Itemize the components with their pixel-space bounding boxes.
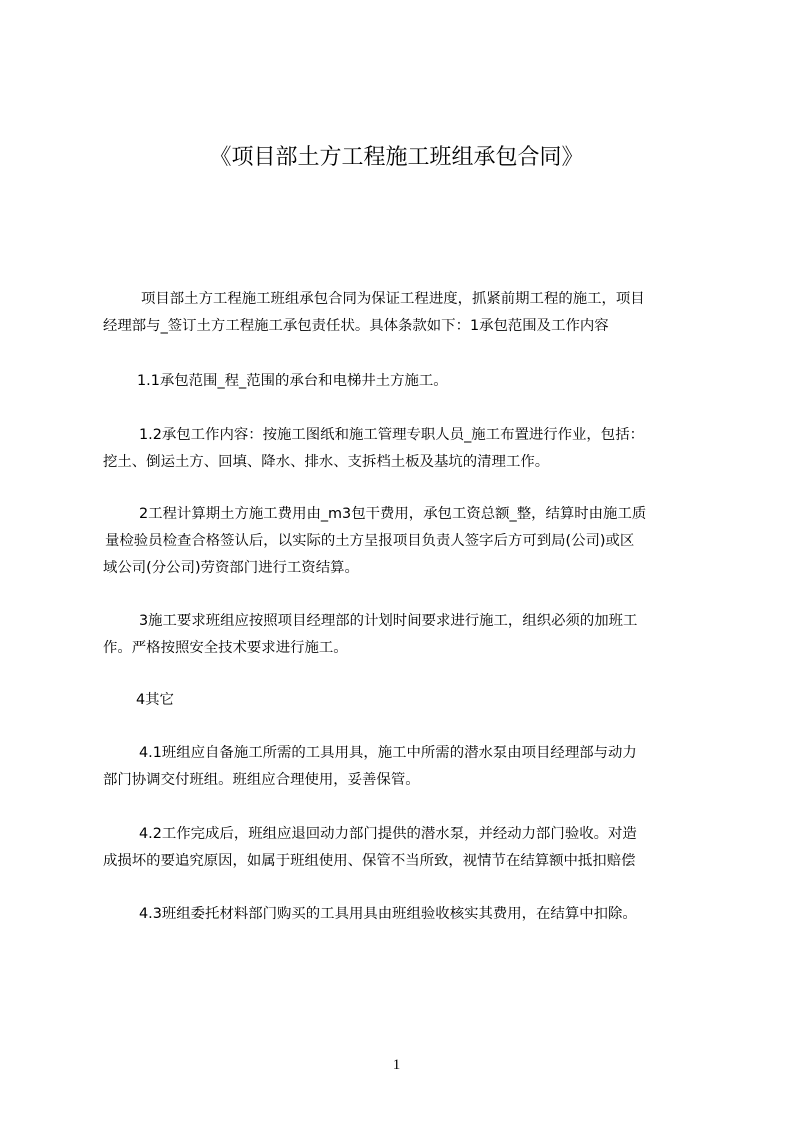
paragraph-1-2 [103, 422, 708, 476]
paragraph-line: 4其它 [136, 692, 174, 708]
paragraph-4-3 [103, 901, 708, 928]
paragraph-line: 域公司(分公司)劳资部门进行工资结算。 [103, 560, 359, 576]
paragraph-line: 成损坏的要追究原因，如属于班组使用、保管不当所致，视情节在结算额中抵扣赔偿 [103, 853, 636, 869]
paragraph-line: 1.1承包范围_程_范围的承台和电梯井土方施工。 [137, 373, 448, 389]
paragraph-4-2 [103, 821, 708, 875]
paragraph-line: 项目部土方工程施工班组承包合同为保证工程进度，抓紧前期工程的施工，项目 [141, 291, 645, 307]
paragraph-line: 3施工要求班组应按照项目经理部的计划时间要求进行施工，组织必须的加班工 [139, 613, 638, 629]
paragraph-line: 量检验员检查合格签认后，以实际的土方呈报项目负责人签字后方可到局(公司)或区 [105, 533, 635, 549]
paragraph-line: 1.2承包工作内容：按施工图纸和施工管理专职人员_施工布置进行作业，包括： [139, 427, 644, 443]
paragraph-line: 挖土、倒运土方、回填、降水、排水、支拆档土板及基坑的清理工作。 [103, 454, 550, 470]
paragraph-line: 4.2工作完成后，班组应退回动力部门提供的潜水泵，并经动力部门验收。对造 [139, 826, 637, 842]
paragraph-line: 2工程计算期土方施工费用由_m3包干费用，承包工资总额_整，结算时由施工质 [139, 506, 647, 522]
paragraph-3 [103, 608, 708, 662]
paragraph-4 [103, 687, 708, 714]
paragraph-line: 4.1班组应自备施工所需的工具用具，施工中所需的潜水泵由项目经理部与动力 [139, 745, 637, 761]
paragraph-4-1 [103, 740, 708, 794]
paragraph-line: 经理部与_签订土方工程施工承包责任状。具体条款如下：1承包范围及工作内容 [103, 318, 609, 334]
paragraph-2 [103, 501, 708, 582]
paragraph-line: 作。严格按照安全技术要求进行施工。 [103, 640, 348, 656]
page-number: 1 [392, 1057, 401, 1073]
paragraph-1-1 [103, 368, 708, 395]
paragraph-line: 部门协调交付班组。班组应合理使用，妥善保管。 [103, 772, 420, 788]
paragraph-intro [103, 286, 708, 340]
paragraph-line: 4.3班组委托材料部门购买的工具用具由班组验收核实其费用，在结算中扣除。 [139, 906, 637, 922]
document-title: 《项目部土方工程施工班组承包合同》 [209, 145, 584, 170]
